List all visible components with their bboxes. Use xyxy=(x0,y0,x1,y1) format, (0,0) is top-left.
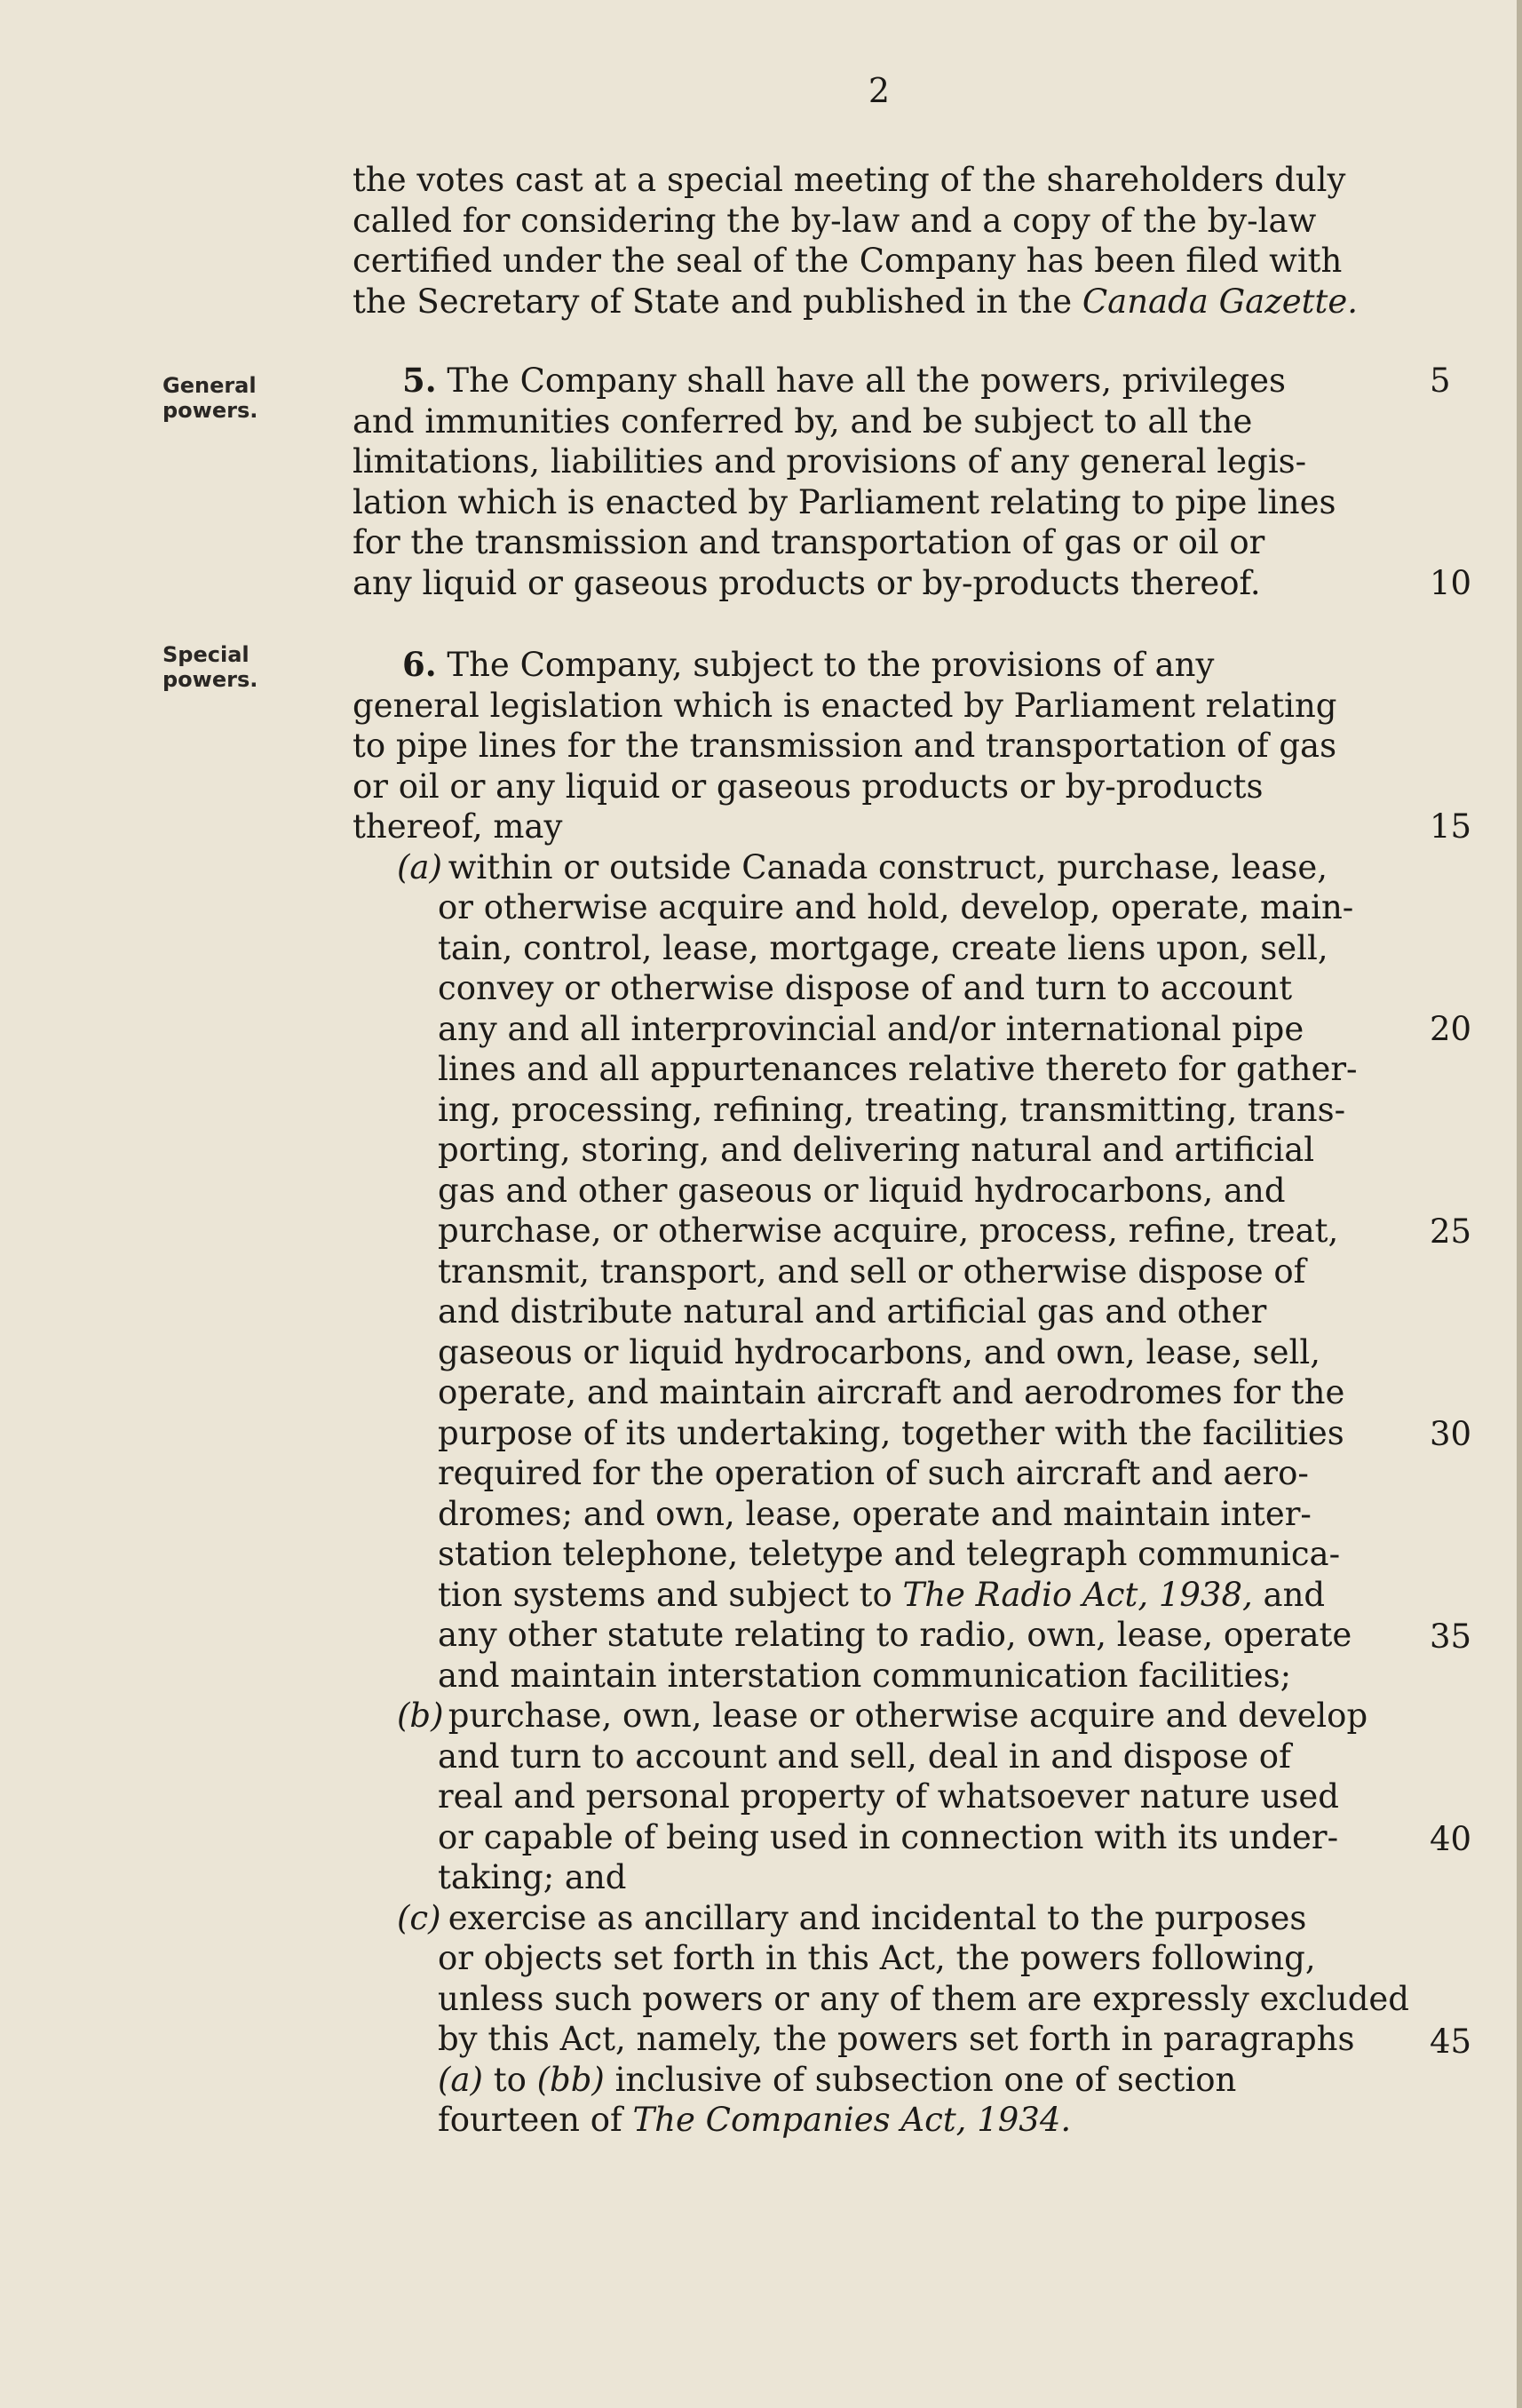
text-line xyxy=(353,2060,1418,2101)
text-line: porting, storing, and delivering natural and artificial xyxy=(438,1131,1315,1169)
line-number: 40 xyxy=(1430,1820,1472,1858)
text-line: taking; and xyxy=(438,1858,627,1896)
text-line: thereof, may xyxy=(353,807,563,846)
text-line: unless such powers or any of them are expressly excluded xyxy=(438,1979,1409,2018)
line-number: 20 xyxy=(1430,1010,1472,1048)
text-line: any other statute relating to radio, own, lease, operate xyxy=(438,1616,1352,1654)
text-line: for the transmission and transportation of gas or oil or xyxy=(353,523,1265,561)
text-line: and maintain interstation communication facilities; xyxy=(438,1656,1292,1695)
margin-note-line: powers. xyxy=(163,398,258,423)
section-number: 5. xyxy=(402,361,437,400)
text-line: purchase, or otherwise acquire, process, refine, treat, xyxy=(438,1212,1339,1250)
section-5-first-line xyxy=(353,361,1418,401)
text-line: or capable of being used in connection with its under- xyxy=(438,1817,1339,1856)
section-5 xyxy=(353,361,1418,603)
paragraph-label: (b) xyxy=(397,1697,444,1735)
text-line xyxy=(353,282,1418,322)
line-number: 30 xyxy=(1430,1415,1472,1453)
text-line: the votes cast at a special meeting of the shareholders duly xyxy=(353,161,1346,199)
line-number: 15 xyxy=(1430,807,1472,846)
text-line: transmit, transport, and sell or otherwise dispose of xyxy=(438,1252,1306,1291)
continuation-paragraph xyxy=(353,160,1418,322)
text-line: station telephone, teletype and telegraph communica- xyxy=(438,1535,1341,1573)
text-line: to pipe lines for the transmission and transportation of gas xyxy=(353,727,1337,765)
text-line: limitations, liabilities and provisions of any general legis- xyxy=(353,442,1307,481)
text-segment: the Secretary of State and published in the xyxy=(353,282,1082,321)
text-segment: The Company, subject to the provisions of any xyxy=(436,646,1215,684)
section-6-first-line xyxy=(353,645,1418,686)
margin-note-line: powers. xyxy=(163,667,258,692)
line-number: 25 xyxy=(1430,1212,1472,1251)
paragraph-reference: (a) xyxy=(438,2060,483,2099)
text-line: any liquid or gaseous products or by-products thereof. xyxy=(353,563,1261,602)
text-segment: The Company shall have all the powers, privileges xyxy=(436,362,1287,400)
margin-note-line: General xyxy=(163,373,257,398)
page-edge xyxy=(1517,0,1522,2408)
text-line: real and personal property of whatsoever nature used xyxy=(438,1777,1339,1816)
paragraph-reference: (bb) xyxy=(536,2060,605,2099)
paragraph-c-first-line xyxy=(353,1898,1418,1939)
line-number: 10 xyxy=(1430,564,1472,602)
text-segment: within or outside Canada construct, purchase, lease, xyxy=(438,847,1328,886)
text-line: gas and other gaseous or liquid hydrocarbons, and xyxy=(438,1171,1286,1210)
text-line: purpose of its undertaking, together with the facilities xyxy=(438,1413,1344,1452)
text-segment: tion systems and subject to xyxy=(438,1575,903,1614)
text-segment: and xyxy=(1252,1575,1326,1614)
text-line: required for the operation of such aircraft and aero- xyxy=(438,1454,1309,1492)
text-line: any and all interprovincial and/or international pipe xyxy=(438,1009,1304,1048)
text-line: or oil or any liquid or gaseous products or by-products xyxy=(353,767,1264,806)
text-segment: purchase, own, lease or otherwise acquire and develop xyxy=(438,1697,1368,1735)
text-line: lines and all appurtenances relative thereto for gather- xyxy=(438,1050,1358,1088)
text-segment: to xyxy=(482,2060,537,2099)
radio-act-title: The Radio Act, 1938, xyxy=(902,1575,1253,1614)
text-segment: exercise as ancillary and incidental to the purposes xyxy=(438,1898,1307,1937)
line-number: 5 xyxy=(1430,362,1451,400)
paragraph-b-first-line xyxy=(353,1696,1418,1736)
section-number: 6. xyxy=(402,645,437,684)
text-line: by this Act, namely, the powers set forth in paragraphs xyxy=(438,2020,1355,2058)
text-line: certified under the seal of the Company has been filed with xyxy=(353,242,1343,280)
text-line: or objects set forth in this Act, the powers following, xyxy=(438,1939,1316,1977)
paragraph-a-first-line xyxy=(353,847,1418,888)
line-number: 45 xyxy=(1430,2023,1472,2061)
text-line: ing, processing, refining, treating, transmitting, trans- xyxy=(438,1090,1346,1129)
text-line: convey or otherwise dispose of and turn to account xyxy=(438,969,1293,1007)
canada-gazette-title: Canada Gazette. xyxy=(1082,282,1359,321)
text-line: tain, control, lease, mortgage, create liens upon, sell, xyxy=(438,928,1328,967)
text-line: and turn to account and sell, deal in and dispose of xyxy=(438,1736,1291,1776)
text-line xyxy=(353,2100,1418,2141)
text-line: called for considering the by-law and a copy of the by-law xyxy=(353,201,1317,240)
text-segment: inclusive of subsection one of section xyxy=(604,2060,1237,2099)
text-line xyxy=(353,1575,1418,1616)
page-number: 2 xyxy=(868,71,891,110)
text-line: and immunities conferred by, and be subject to all the xyxy=(353,401,1253,441)
text-line: lation which is enacted by Parliament relating to pipe lines xyxy=(353,482,1336,521)
text-line: operate, and maintain aircraft and aerodromes for the xyxy=(438,1373,1345,1411)
margin-note-general-powers xyxy=(163,373,313,423)
text-segment: fourteen of xyxy=(438,2101,633,2139)
paragraph-label: (c) xyxy=(397,1898,441,1937)
paragraph-label: (a) xyxy=(397,847,442,886)
line-number: 35 xyxy=(1430,1617,1472,1656)
margin-note-special-powers xyxy=(163,642,313,692)
section-6 xyxy=(353,645,1418,2141)
companies-act-title: The Companies Act, 1934. xyxy=(632,2101,1072,2139)
text-line: and distribute natural and artificial gas and other xyxy=(438,1292,1267,1331)
text-line: general legislation which is enacted by Parliament relating xyxy=(353,686,1337,725)
margin-note-line: Special xyxy=(163,642,250,667)
text-line: or otherwise acquire and hold, develop, operate, main- xyxy=(438,888,1354,926)
text-line: dromes; and own, lease, operate and maintain inter- xyxy=(438,1494,1312,1533)
text-line: gaseous or liquid hydrocarbons, and own, lease, sell, xyxy=(438,1332,1320,1371)
